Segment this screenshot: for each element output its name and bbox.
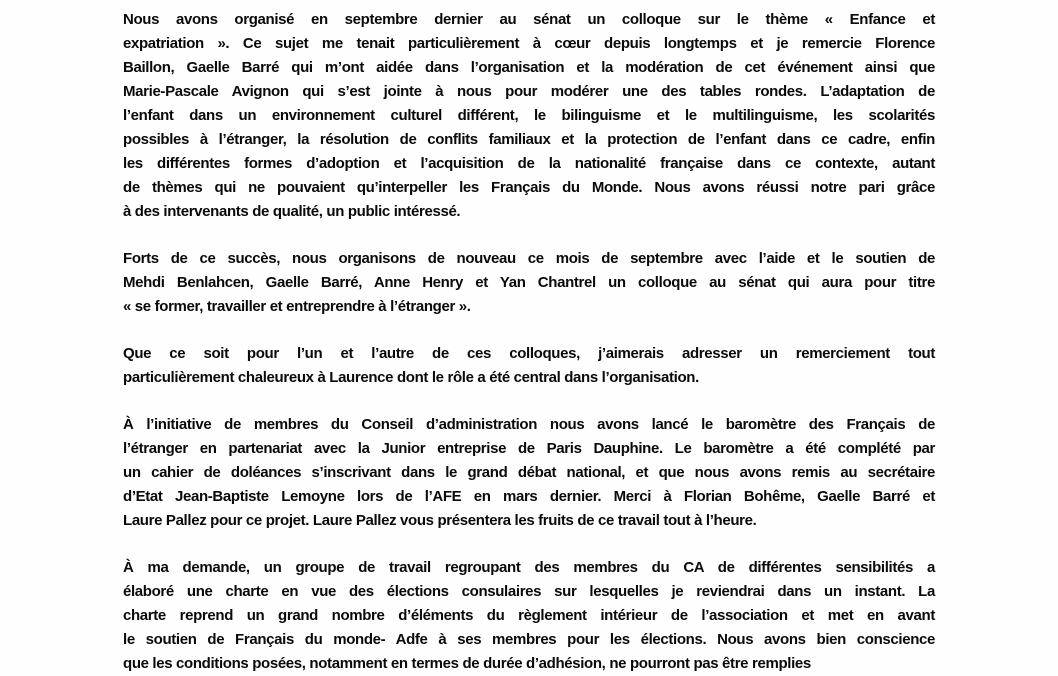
text-line: particulièrement chaleureux à Laurence dont le rôle a été central dans l’organisation. [123, 369, 699, 386]
paragraph [123, 556, 935, 676]
text-line: de thèmes qui ne pouvaient qu’interpeller les Français du Monde. Nous avons réussi notre pari grâce [123, 179, 935, 196]
text-line: À ma demande, un groupe de travail regroupant des membres du CA de différentes sensibilités a [123, 559, 935, 576]
document-body [123, 8, 935, 676]
text-line: possibles à l’étranger, la résolution de conflits familiaux et la protection de l’enfant dans ce cadre, enfin [123, 131, 935, 148]
paragraph [123, 413, 935, 533]
text-line: Marie-Pascale Avignon qui s’est jointe à nous pour modérer une des tables rondes. L’adaptation de [123, 83, 935, 100]
text-line: Forts de ce succès, nous organisons de nouveau ce mois de septembre avec l’aide et le soutien de [123, 250, 935, 267]
paragraph [123, 247, 935, 319]
text-line: l’étranger en partenariat avec la Junior entreprise de Paris Dauphine. Le baromètre a été complété par [123, 440, 935, 457]
text-line: Que ce soit pour l’un et l’autre de ces colloques, j’aimerais adresser un remerciement tout [123, 345, 935, 362]
text-line: « se former, travailler et entreprendre à l’étranger ». [123, 298, 471, 315]
text-line: expatriation ». Ce sujet me tenait particulièrement à cœur depuis longtemps et je remercie Florence [123, 35, 935, 52]
text-line: Nous avons organisé en septembre dernier au sénat un colloque sur le thème « Enfance et [123, 11, 935, 28]
text-line: élaboré une charte en vue des élections consulaires sur lesquelles je reviendrai dans un instant. La [123, 583, 935, 600]
text-line: À l’initiative de membres du Conseil d’administration nous avons lancé le baromètre des Français de [123, 416, 935, 433]
text-line: Baillon, Gaelle Barré qui m’ont aidée dans l’organisation et la modération de cet événement ainsi que [123, 59, 935, 76]
text-line: d’Etat Jean-Baptiste Lemoyne lors de l’AFE en mars dernier. Merci à Florian Bohême, Gaelle Barré et [123, 488, 935, 505]
paragraph [123, 342, 935, 390]
text-line: le soutien de Français du monde- Adfe à ses membres pour les élections. Nous avons bien conscience [123, 631, 935, 648]
paragraph [123, 8, 935, 224]
text-line: les différentes formes d’adoption et l’acquisition de la nationalité française dans ce contexte, autant [123, 155, 935, 172]
text-line: Laure Pallez pour ce projet. Laure Pallez vous présentera les fruits de ce travail tout à l’heure. [123, 512, 757, 529]
text-line: que les conditions posées, notamment en termes de durée d’adhésion, ne pourront pas être remplies [123, 655, 811, 672]
text-line: à des intervenants de qualité, un public intéressé. [123, 203, 461, 220]
text-line: l’enfant dans un environnement culturel différent, le bilinguisme et le multilinguisme, les scolarités [123, 107, 935, 124]
text-line: Mehdi Benlahcen, Gaelle Barré, Anne Henry et Yan Chantrel un colloque au sénat qui aura pour titre [123, 274, 935, 291]
text-line: un cahier de doléances s’inscrivant dans le grand débat national, et que nous avons remis au secrétaire [123, 464, 935, 481]
text-line: charte reprend un grand nombre d’éléments du règlement intérieur de l’association et met en avant [123, 607, 935, 624]
